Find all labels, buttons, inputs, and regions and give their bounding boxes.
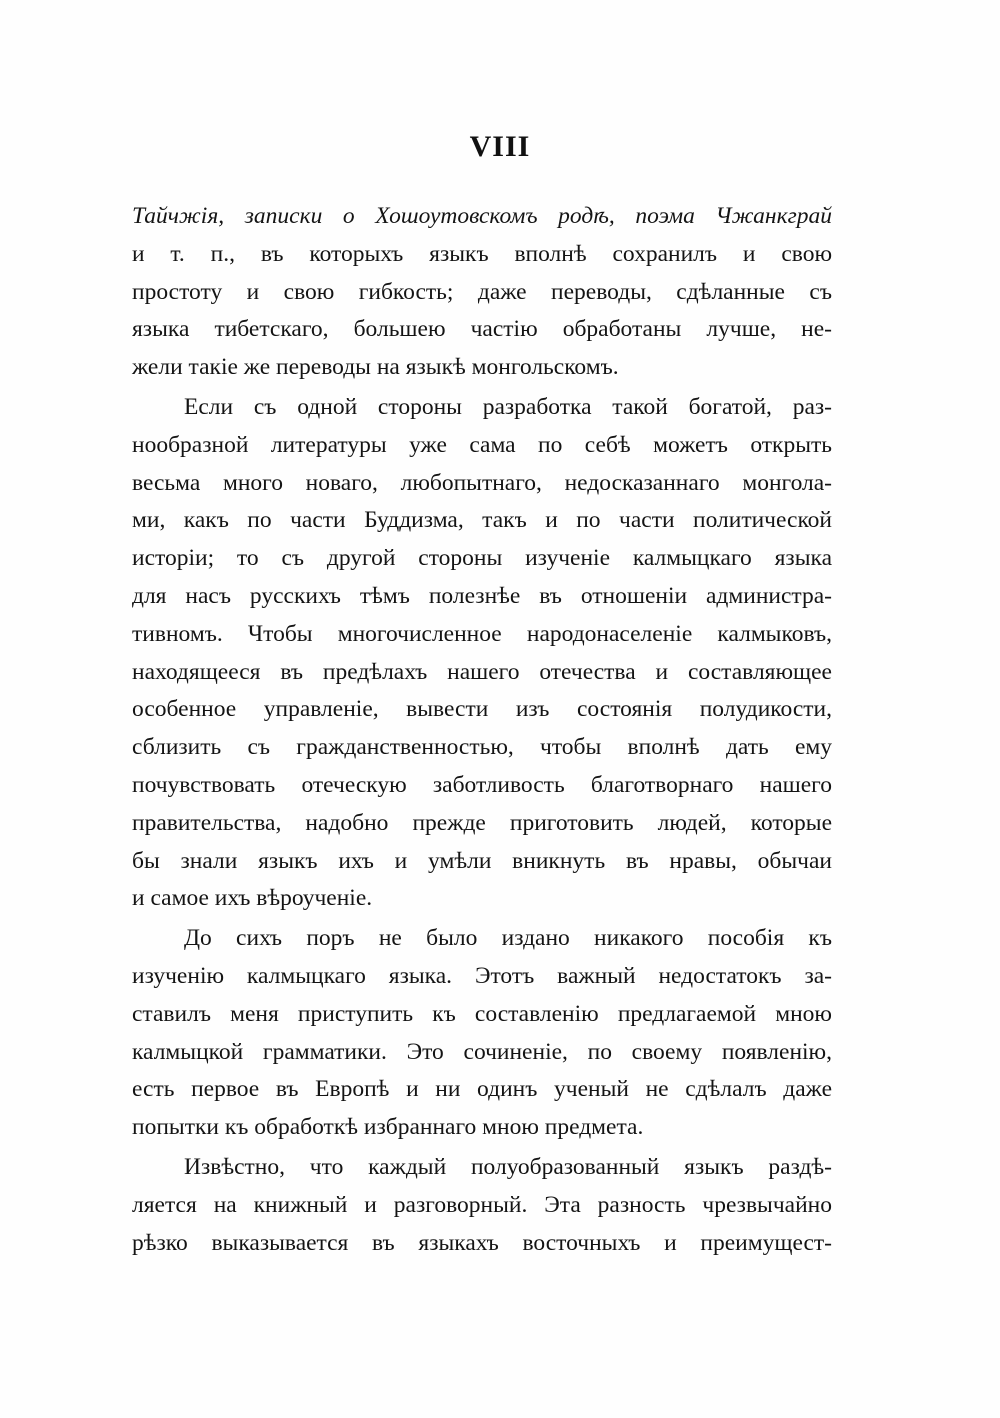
text-line: ставилъ меня приступить къ составленію предлагаемой мною [132, 1000, 832, 1027]
text-line: и самое ихъ вѣроученіе. [132, 885, 373, 912]
text-line: бы знали языкъ ихъ и умѣли вникнуть въ нравы, обычаи [132, 847, 832, 874]
text-line: и т. п., въ которыхъ языкъ вполнѣ сохранилъ и свою [132, 240, 832, 267]
page-number: VIII [469, 130, 531, 163]
text-line-first [132, 198, 832, 236]
title-jangar-poem: поэма Чжанкграй [635, 203, 832, 229]
paragraph-start: До сихъ поръ не было издано никакого пособія къ [184, 925, 832, 952]
text-line: жели такіе же переводы на языкѣ монгольскомъ. [132, 354, 619, 381]
paragraph-start: Если съ одной стороны разработка такой богатой, раз- [184, 393, 832, 420]
text-line: рѣзко выказывается въ языкахъ восточныхъ и преимущест- [132, 1229, 832, 1256]
text-line: ляется на книжный и разговорный. Эта разность чрезвычайно [132, 1191, 832, 1218]
text-line: изученію калмыцкаго языка. Этотъ важный недостатокъ за- [132, 962, 832, 989]
text-line: нообразной литературы уже сама по себѣ можетъ открыть [132, 431, 832, 458]
text-line: сблизить съ гражданственностью, чтобы вполнѣ дать ему [132, 734, 832, 761]
text-line: есть первое въ Европѣ и ни одинъ ученый не сдѣлалъ даже [132, 1076, 832, 1103]
paragraph-start: Извѣстно, что каждый полуобразованный языкъ раздѣ- [184, 1153, 832, 1180]
body-text [132, 198, 832, 1262]
text-line: тивномъ. Чтобы многочисленное народонаселеніе калмыковъ, [132, 620, 832, 647]
text-line: правительства, надобно прежде приготовить людей, которые [132, 809, 832, 836]
text-line: особенное управленіе, вывести изъ состоянія полудикости, [132, 696, 832, 723]
title-taichzhiya: Тайчжія, [132, 203, 225, 229]
text-line: калмыцкой грамматики. Это сочиненіе, по своему появленію, [132, 1038, 832, 1065]
text-line: ми, какъ по части Буддизма, такъ и по части политической [132, 507, 832, 534]
text-line: исторіи; то съ другой стороны изученіе калмыцкаго языка [132, 545, 832, 572]
text-line: для насъ русскихъ тѣмъ полезнѣе въ отношеніи администра- [132, 582, 832, 609]
text-line: почувствовать отеческую заботливость благотворнаго нашего [132, 771, 832, 798]
text-line: простоту и свою гибкость; даже переводы, сдѣланные съ [132, 278, 832, 305]
text-line: попытки къ обработкѣ избраннаго мною предмета. [132, 1114, 644, 1141]
title-khoshout-notes: записки о Хошоутовскомъ родѣ, [244, 203, 615, 229]
text-line: языка тибетскаго, большею частію обработаны лучше, не- [132, 316, 832, 343]
text-line: весьма много новаго, любопытнаго, недосказаннаго монгола- [132, 469, 832, 496]
text-line: находящееся въ предѣлахъ нашего отечества и составляющее [132, 658, 832, 685]
